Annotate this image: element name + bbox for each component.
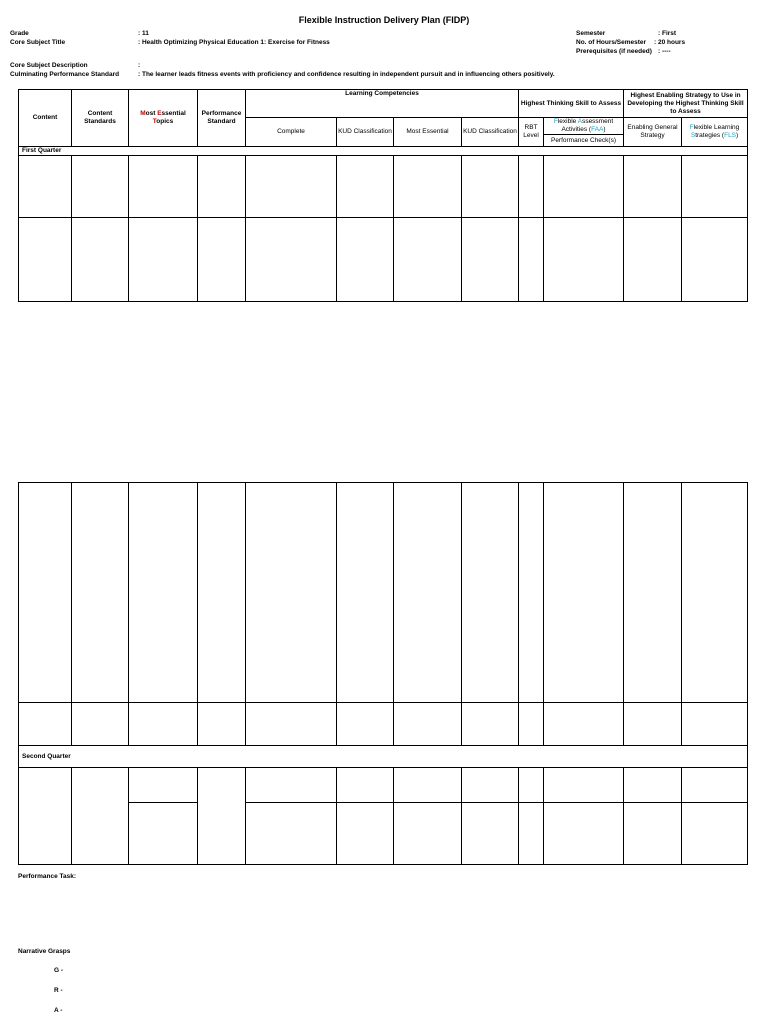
table-cell[interactable]: [624, 803, 682, 865]
table-cell[interactable]: [462, 703, 519, 746]
table-cell[interactable]: [682, 768, 748, 803]
table-cell[interactable]: [72, 703, 129, 746]
table-cell[interactable]: [129, 483, 198, 703]
mest-opics: opics: [156, 118, 174, 125]
table-cell[interactable]: [462, 218, 519, 302]
table-cell[interactable]: [394, 803, 462, 865]
fls-abbr: FLS: [724, 132, 737, 139]
header-fls: [682, 118, 748, 147]
grasps-r: R -: [54, 987, 63, 994]
table-cell[interactable]: [394, 483, 462, 703]
table-cell[interactable]: [337, 156, 394, 218]
hours-label: No. of Hours/Semester: [576, 39, 647, 46]
table-cell[interactable]: [129, 803, 198, 865]
second-quarter-label: Second Quarter: [19, 746, 748, 768]
table-cell[interactable]: [624, 156, 682, 218]
mest-m: M: [140, 110, 146, 117]
grasps-a: A -: [54, 1007, 63, 1014]
fls-close: ): [736, 132, 739, 139]
table-cell[interactable]: [129, 703, 198, 746]
header-faa: [544, 118, 624, 135]
table-cell[interactable]: [682, 803, 748, 865]
table-cell[interactable]: [624, 703, 682, 746]
table-cell[interactable]: [72, 768, 129, 865]
description-label: Core Subject Description: [10, 62, 88, 69]
table-cell[interactable]: [198, 218, 246, 302]
table-cell[interactable]: [19, 768, 72, 865]
table-cell[interactable]: [198, 768, 246, 865]
table-cell[interactable]: [519, 218, 544, 302]
semester-value: : First: [658, 30, 677, 37]
header-performance-check: Performance Check(s): [544, 135, 624, 147]
table-cell[interactable]: [19, 483, 72, 703]
hours-value: : 20 hours: [654, 39, 686, 46]
faa-f: F: [553, 118, 558, 125]
culminating-value: : The learner leads fitness events with proficiency and confidence resulting in independent pursuit and in influencing others positively.: [138, 71, 555, 78]
faa-abbr: FAA: [591, 126, 604, 133]
header-enabling-strategy: Highest Enabling Strategy to Use in Developing the Highest Thinking Skill to Assess: [624, 90, 748, 118]
performance-task-label: Performance Task:: [18, 873, 77, 880]
table-cell[interactable]: [19, 703, 72, 746]
fls-f: F: [689, 124, 694, 131]
prerequisites-label: Prerequisites (if needed): [576, 48, 652, 55]
table-cell[interactable]: [624, 218, 682, 302]
table-cell[interactable]: [624, 483, 682, 703]
table-cell[interactable]: [462, 768, 519, 803]
table-cell[interactable]: [519, 483, 544, 703]
faa-lexible: lexible: [557, 118, 578, 125]
first-quarter-label: First Quarter: [19, 147, 748, 156]
table-cell[interactable]: [19, 156, 72, 218]
table-cell[interactable]: [129, 768, 198, 803]
table-cell[interactable]: [624, 768, 682, 803]
header-kud-classification-1: KUD Classification: [337, 118, 394, 147]
fidp-table-second: [18, 482, 748, 865]
grasps-g: G -: [54, 967, 64, 974]
table-cell[interactable]: [682, 218, 748, 302]
table-cell[interactable]: [462, 156, 519, 218]
header-enabling-general: Enabling General Strategy: [624, 118, 682, 147]
culminating-label: Culminating Performance Standard: [10, 71, 120, 78]
table-cell[interactable]: [72, 156, 129, 218]
header-content-standards: Content Standards: [72, 90, 129, 147]
grade-label: Grade: [10, 30, 29, 37]
table-cell[interactable]: [519, 768, 544, 803]
table-cell[interactable]: [462, 803, 519, 865]
table-cell[interactable]: [519, 703, 544, 746]
fls-s: S: [690, 132, 696, 139]
header-learning-competencies: Learning Competencies: [246, 90, 519, 118]
header-complete: Complete: [246, 118, 337, 147]
table-cell[interactable]: [394, 218, 462, 302]
table-cell[interactable]: [72, 483, 129, 703]
table-cell[interactable]: [544, 483, 624, 703]
table-cell[interactable]: [519, 803, 544, 865]
table-cell[interactable]: [544, 803, 624, 865]
table-cell[interactable]: [198, 483, 246, 703]
table-cell[interactable]: [394, 703, 462, 746]
table-cell[interactable]: [519, 156, 544, 218]
faa-activities: Activities (: [561, 126, 592, 133]
table-cell[interactable]: [246, 483, 337, 703]
description-value: :: [138, 62, 141, 69]
table-cell[interactable]: [337, 768, 394, 803]
table-cell[interactable]: [246, 768, 337, 803]
table-cell[interactable]: [682, 703, 748, 746]
prerequisites-value: : ----: [658, 48, 671, 55]
header-performance-standard: Performance Standard: [198, 90, 246, 147]
table-cell[interactable]: [682, 483, 748, 703]
table-cell[interactable]: [544, 218, 624, 302]
table-cell[interactable]: [682, 156, 748, 218]
table-cell[interactable]: [246, 803, 337, 865]
subject-value: : Health Optimizing Physical Education 1: Exercise for Fitness: [138, 39, 330, 46]
table-cell[interactable]: [72, 218, 129, 302]
grade-value: : 11: [138, 30, 149, 37]
header-content: Content: [19, 90, 72, 147]
table-cell[interactable]: [544, 768, 624, 803]
faa-ssessment: ssessment: [582, 118, 614, 125]
header-thinking-skill: Highest Thinking Skill to Assess: [519, 90, 624, 118]
table-cell[interactable]: [394, 156, 462, 218]
table-cell[interactable]: [246, 156, 337, 218]
table-cell[interactable]: [19, 218, 72, 302]
header-rbt-level: RBT Level: [519, 118, 544, 147]
table-cell[interactable]: [462, 483, 519, 703]
semester-label: Semester: [576, 30, 606, 37]
table-cell[interactable]: [198, 156, 246, 218]
faa-a: A: [577, 118, 583, 125]
mest-ssential: ssential: [161, 110, 186, 117]
mest-ost: ost: [145, 110, 158, 117]
faa-close: ): [603, 126, 606, 133]
table-cell[interactable]: [337, 703, 394, 746]
table-cell[interactable]: [129, 218, 198, 302]
table-cell[interactable]: [337, 483, 394, 703]
header-most-essential: Most Essential: [394, 118, 462, 147]
header-kud-classification-2: KUD Classification: [462, 118, 519, 147]
table-cell[interactable]: [544, 703, 624, 746]
mest-e: E: [157, 110, 162, 117]
table-cell[interactable]: [198, 703, 246, 746]
fls-trategies: trategies (: [695, 132, 725, 139]
narrative-grasps-label: Narrative Grasps: [18, 948, 71, 955]
table-cell[interactable]: [337, 218, 394, 302]
table-cell[interactable]: [544, 156, 624, 218]
document-title: Flexible Instruction Delivery Plan (FIDP): [298, 15, 470, 25]
table-cell[interactable]: [129, 156, 198, 218]
fidp-table-first: [18, 89, 748, 302]
table-cell[interactable]: [394, 768, 462, 803]
table-cell[interactable]: [246, 703, 337, 746]
subject-label: Core Subject Title: [10, 39, 66, 46]
header-most-essential-topics: [129, 90, 198, 147]
table-cell[interactable]: [337, 803, 394, 865]
mest-t: T: [152, 118, 157, 125]
fls-lexible: lexible Learning: [693, 124, 740, 131]
table-cell[interactable]: [246, 218, 337, 302]
